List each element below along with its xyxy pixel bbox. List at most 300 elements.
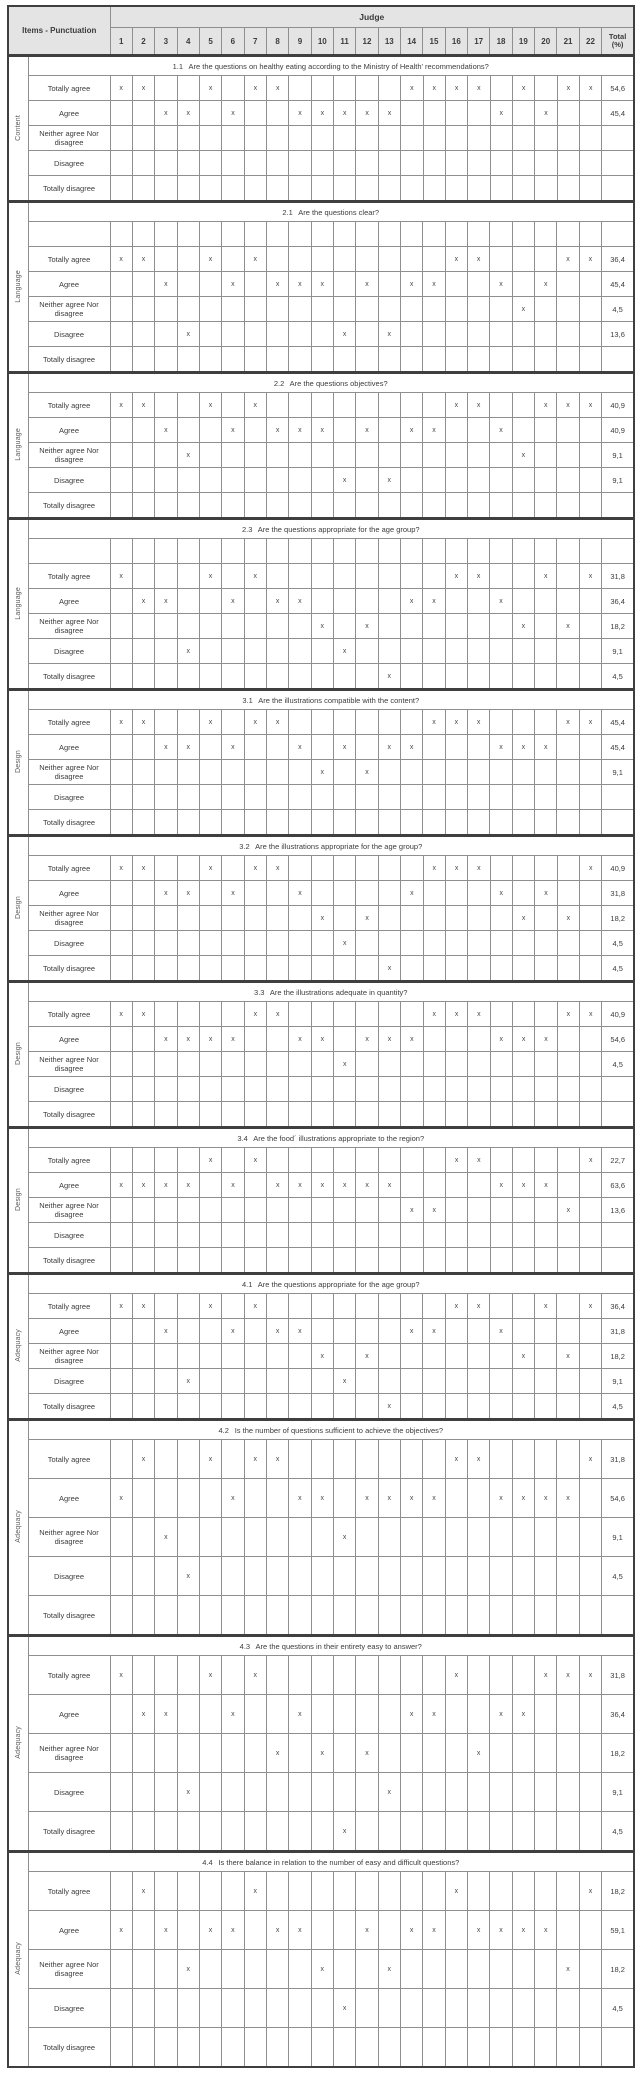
mark-cell-judge-5: x xyxy=(199,710,221,735)
mark-cell-judge-20 xyxy=(535,1198,557,1223)
answer-row xyxy=(8,1027,634,1052)
mark-cell-judge-19 xyxy=(512,881,534,906)
mark-cell-judge-20 xyxy=(535,1557,557,1596)
mark-cell-judge-21 xyxy=(557,126,579,151)
mark-cell-judge-13: x xyxy=(378,101,400,126)
mark-cell-judge-12 xyxy=(356,589,378,614)
mark-cell-judge-17 xyxy=(468,1479,490,1518)
mark-cell-judge-5 xyxy=(199,272,221,297)
mark-cell-judge-10 xyxy=(311,1223,333,1248)
mark-cell-judge-17 xyxy=(468,1518,490,1557)
mark-cell-judge-6 xyxy=(222,1950,244,1989)
mark-cell-judge-4 xyxy=(177,1344,199,1369)
mark-cell-judge-19 xyxy=(512,151,534,176)
mark-cell-judge-11 xyxy=(334,76,356,101)
mark-cell-judge-13: x xyxy=(378,664,400,690)
mark-cell-judge-20: x xyxy=(535,735,557,760)
answer-label: Totally agree xyxy=(28,393,110,418)
mark-cell-judge-13 xyxy=(378,1102,400,1128)
mark-cell-judge-6 xyxy=(222,1989,244,2028)
mark-cell-judge-15 xyxy=(423,493,445,519)
mark-cell-judge-7 xyxy=(244,222,266,247)
mark-cell-judge-20 xyxy=(535,1440,557,1479)
total-cell xyxy=(602,493,634,519)
category-label-text: Content xyxy=(14,114,22,141)
mark-cell-judge-9 xyxy=(289,1369,311,1394)
mark-cell-judge-11 xyxy=(333,222,355,247)
mark-cell-judge-20 xyxy=(535,347,557,373)
mark-cell-judge-3 xyxy=(155,176,177,202)
answer-label: Totally disagree xyxy=(28,810,110,836)
mark-cell-judge-22 xyxy=(579,760,602,785)
mark-cell-judge-2: x xyxy=(132,1173,154,1198)
mark-cell-judge-7: x xyxy=(244,1440,266,1479)
mark-cell-judge-15 xyxy=(423,1077,445,1102)
mark-cell-judge-3: x xyxy=(155,1911,177,1950)
mark-cell-judge-14 xyxy=(401,1248,423,1274)
mark-cell-judge-22: x xyxy=(580,76,602,101)
mark-cell-judge-5: x xyxy=(199,76,221,101)
mark-cell-judge-5 xyxy=(199,1077,221,1102)
mark-cell-judge-13: x xyxy=(378,1479,400,1518)
mark-cell-judge-21 xyxy=(557,1173,579,1198)
mark-cell-judge-22 xyxy=(579,735,602,760)
section-4.3 xyxy=(7,1635,635,1852)
mark-cell-judge-1: x xyxy=(110,856,132,881)
total-cell xyxy=(602,1248,634,1274)
answer-label: Totally disagree xyxy=(28,1248,110,1274)
mark-cell-judge-7 xyxy=(244,639,266,664)
total-cell: 18,2 xyxy=(602,1734,634,1773)
mark-cell-judge-7 xyxy=(244,956,266,982)
total-cell: 18,2 xyxy=(602,614,634,639)
mark-cell-judge-8: x xyxy=(267,856,289,881)
mark-cell-judge-5 xyxy=(199,664,221,690)
mark-cell-judge-1 xyxy=(110,539,132,564)
mark-cell-judge-16 xyxy=(445,1989,467,2028)
mark-cell-judge-3 xyxy=(155,76,177,101)
mark-cell-judge-11 xyxy=(333,1319,355,1344)
mark-cell-judge-4 xyxy=(177,1479,199,1518)
mark-cell-judge-22 xyxy=(579,418,602,443)
mark-cell-judge-10 xyxy=(311,1319,333,1344)
mark-cell-judge-8 xyxy=(267,126,289,151)
mark-cell-judge-9 xyxy=(289,1248,311,1274)
total-cell: 4,5 xyxy=(602,1394,634,1420)
mark-cell-judge-5 xyxy=(199,222,221,247)
mark-cell-judge-4: x xyxy=(177,735,199,760)
mark-cell-judge-4 xyxy=(177,931,199,956)
mark-cell-judge-11 xyxy=(333,1557,355,1596)
mark-cell-judge-20 xyxy=(535,1989,557,2028)
mark-cell-judge-8 xyxy=(267,931,289,956)
mark-cell-judge-5: x xyxy=(199,1656,221,1695)
mark-cell-judge-21 xyxy=(557,1557,579,1596)
mark-cell-judge-6 xyxy=(222,1344,244,1369)
category-label xyxy=(8,982,28,1127)
mark-cell-judge-12 xyxy=(356,1695,378,1734)
mark-cell-judge-7 xyxy=(244,1344,266,1369)
mark-cell-judge-13 xyxy=(378,1518,400,1557)
mark-cell-judge-20 xyxy=(535,1773,557,1812)
mark-cell-judge-13 xyxy=(378,76,400,101)
section-3.2 xyxy=(7,835,635,982)
mark-cell-judge-22 xyxy=(580,176,602,202)
mark-cell-judge-7 xyxy=(244,1596,266,1636)
mark-cell-judge-10: x xyxy=(311,1479,333,1518)
mark-cell-judge-13 xyxy=(378,1319,400,1344)
mark-cell-judge-9 xyxy=(289,151,311,176)
mark-cell-judge-19: x xyxy=(512,76,534,101)
mark-cell-judge-17 xyxy=(468,1557,490,1596)
mark-cell-judge-20 xyxy=(535,1950,557,1989)
mark-cell-judge-15: x xyxy=(423,856,445,881)
mark-cell-judge-5 xyxy=(199,493,221,519)
mark-cell-judge-18: x xyxy=(490,1695,512,1734)
category-label xyxy=(8,202,28,372)
mark-cell-judge-1 xyxy=(110,1440,132,1479)
mark-cell-judge-12: x xyxy=(356,760,378,785)
mark-cell-judge-10 xyxy=(311,1911,333,1950)
mark-cell-judge-11 xyxy=(333,272,355,297)
mark-cell-judge-3 xyxy=(155,1656,177,1695)
mark-cell-judge-3 xyxy=(155,1812,177,1852)
mark-cell-judge-19 xyxy=(512,1002,534,1027)
mark-cell-judge-8 xyxy=(266,297,288,322)
mark-cell-judge-21 xyxy=(557,493,579,519)
mark-cell-judge-14 xyxy=(400,1557,422,1596)
mark-cell-judge-1 xyxy=(110,1077,132,1102)
mark-cell-judge-19 xyxy=(512,393,534,418)
mark-cell-judge-1 xyxy=(110,1223,132,1248)
mark-cell-judge-4: x xyxy=(177,881,199,906)
mark-cell-judge-12 xyxy=(356,539,378,564)
mark-cell-judge-8 xyxy=(266,468,288,493)
mark-cell-judge-22: x xyxy=(580,1148,602,1173)
category-label xyxy=(8,1128,28,1273)
mark-cell-judge-8 xyxy=(266,639,288,664)
mark-cell-judge-8 xyxy=(267,1052,289,1077)
mark-cell-judge-6 xyxy=(222,810,244,836)
mark-cell-judge-3 xyxy=(155,1734,177,1773)
mark-cell-judge-4 xyxy=(177,1077,199,1102)
mark-cell-judge-20 xyxy=(535,1052,557,1077)
mark-cell-judge-11 xyxy=(333,1344,355,1369)
mark-cell-judge-14 xyxy=(400,393,422,418)
mark-cell-judge-15 xyxy=(423,1773,445,1812)
mark-cell-judge-16 xyxy=(445,1518,467,1557)
mark-cell-judge-6: x xyxy=(222,272,244,297)
mark-cell-judge-12 xyxy=(356,126,378,151)
judge-column-header: 9 xyxy=(289,28,311,56)
answer-row xyxy=(8,443,634,468)
mark-cell-judge-8 xyxy=(267,1148,289,1173)
mark-cell-judge-20 xyxy=(535,151,557,176)
mark-cell-judge-2 xyxy=(132,1911,154,1950)
mark-cell-judge-21 xyxy=(557,347,579,373)
mark-cell-judge-9 xyxy=(289,1734,311,1773)
mark-cell-judge-17 xyxy=(468,1027,490,1052)
mark-cell-judge-20 xyxy=(535,247,557,272)
mark-cell-judge-21 xyxy=(557,1027,579,1052)
mark-cell-judge-8 xyxy=(266,247,288,272)
mark-cell-judge-7 xyxy=(244,735,266,760)
mark-cell-judge-10 xyxy=(311,493,333,519)
mark-cell-judge-6 xyxy=(222,393,244,418)
question-text: 2.1 Are the questions clear? xyxy=(28,202,634,222)
mark-cell-judge-13 xyxy=(378,2028,400,2068)
mark-cell-judge-21 xyxy=(557,735,579,760)
mark-cell-judge-21 xyxy=(557,1695,579,1734)
mark-cell-judge-3 xyxy=(155,347,177,373)
mark-cell-judge-7 xyxy=(244,1911,266,1950)
mark-cell-judge-18 xyxy=(490,856,512,881)
mark-cell-judge-16 xyxy=(445,1344,467,1369)
mark-cell-judge-8 xyxy=(266,735,288,760)
question-text: 3.2 Are the illustrations appropriate for the age group? xyxy=(28,836,634,856)
mark-cell-judge-15 xyxy=(423,931,445,956)
mark-cell-judge-2 xyxy=(132,760,154,785)
mark-cell-judge-21 xyxy=(557,639,579,664)
answer-row xyxy=(8,710,634,735)
mark-cell-judge-20 xyxy=(535,931,557,956)
mark-cell-judge-16 xyxy=(445,1773,467,1812)
mark-cell-judge-22 xyxy=(579,272,601,297)
mark-cell-judge-2 xyxy=(132,1077,154,1102)
mark-cell-judge-14: x xyxy=(400,1479,422,1518)
mark-cell-judge-14: x xyxy=(400,1695,422,1734)
mark-cell-judge-9 xyxy=(289,126,311,151)
answer-row xyxy=(8,1369,634,1394)
mark-cell-judge-19 xyxy=(512,418,534,443)
mark-cell-judge-19 xyxy=(512,1369,534,1394)
mark-cell-judge-18 xyxy=(490,443,512,468)
mark-cell-judge-10 xyxy=(311,785,333,810)
mark-cell-judge-7: x xyxy=(244,1294,266,1319)
mark-cell-judge-12 xyxy=(356,1773,378,1812)
mark-cell-judge-17 xyxy=(468,614,490,639)
mark-cell-judge-14 xyxy=(401,1052,423,1077)
mark-cell-judge-3 xyxy=(155,956,177,982)
mark-cell-judge-7: x xyxy=(244,1002,266,1027)
mark-cell-judge-19 xyxy=(512,1198,534,1223)
mark-cell-judge-21 xyxy=(557,322,579,347)
mark-cell-judge-18 xyxy=(490,956,512,982)
mark-cell-judge-22: x xyxy=(580,856,602,881)
answer-label: Totally agree xyxy=(28,856,110,881)
mark-cell-judge-13 xyxy=(378,1052,400,1077)
mark-cell-judge-14 xyxy=(400,564,422,589)
mark-cell-judge-10 xyxy=(311,1773,333,1812)
mark-cell-judge-8 xyxy=(266,1344,288,1369)
question-text: 3.3 Are the illustrations adequate in quantity? xyxy=(28,982,634,1002)
mark-cell-judge-14: x xyxy=(401,76,423,101)
answer-label: Disagree xyxy=(28,151,110,176)
mark-cell-judge-17 xyxy=(468,493,490,519)
mark-cell-judge-11 xyxy=(333,664,355,690)
mark-cell-judge-1 xyxy=(110,1950,132,1989)
mark-cell-judge-6 xyxy=(222,151,244,176)
mark-cell-judge-1: x xyxy=(110,247,132,272)
mark-cell-judge-14 xyxy=(400,1989,422,2028)
answer-label: Neither agree Nor disagree xyxy=(28,1518,110,1557)
mark-cell-judge-3 xyxy=(155,639,177,664)
mark-cell-judge-11: x xyxy=(334,1052,356,1077)
mark-cell-judge-13: x xyxy=(378,956,400,982)
mark-cell-judge-9 xyxy=(289,493,311,519)
mark-cell-judge-2 xyxy=(132,1596,154,1636)
total-cell: 31,8 xyxy=(602,881,634,906)
mark-cell-judge-22 xyxy=(579,1344,602,1369)
mark-cell-judge-10 xyxy=(311,176,333,202)
mark-cell-judge-19 xyxy=(512,468,534,493)
question-row xyxy=(8,836,634,856)
total-cell: 45,4 xyxy=(602,272,634,297)
mark-cell-judge-13 xyxy=(378,564,400,589)
mark-cell-judge-14: x xyxy=(400,735,422,760)
answer-label: Totally disagree xyxy=(28,1596,110,1636)
mark-cell-judge-11 xyxy=(333,760,355,785)
mark-cell-judge-14 xyxy=(400,1369,422,1394)
mark-cell-judge-14: x xyxy=(400,1319,422,1344)
mark-cell-judge-10 xyxy=(311,664,333,690)
mark-cell-judge-6 xyxy=(222,956,244,982)
mark-cell-judge-9: x xyxy=(289,1319,311,1344)
mark-cell-judge-1 xyxy=(110,1248,132,1274)
mark-cell-judge-3 xyxy=(155,760,177,785)
mark-cell-judge-15 xyxy=(423,247,445,272)
mark-cell-judge-16 xyxy=(445,151,467,176)
mark-cell-judge-18 xyxy=(490,1052,512,1077)
mark-cell-judge-2 xyxy=(132,539,154,564)
mark-cell-judge-10 xyxy=(311,1656,333,1695)
mark-cell-judge-19: x xyxy=(512,614,534,639)
mark-cell-judge-3 xyxy=(155,297,177,322)
mark-cell-judge-13 xyxy=(378,176,400,202)
answer-row xyxy=(8,322,634,347)
mark-cell-judge-22 xyxy=(579,322,601,347)
mark-cell-judge-17 xyxy=(468,956,490,982)
mark-cell-judge-5 xyxy=(199,347,221,373)
mark-cell-judge-13 xyxy=(378,126,400,151)
mark-cell-judge-7 xyxy=(244,1812,266,1852)
mark-cell-judge-2 xyxy=(132,1734,154,1773)
answer-row xyxy=(8,956,634,982)
mark-cell-judge-13: x xyxy=(378,1773,400,1812)
section-4.4 xyxy=(7,1851,635,2068)
answer-row xyxy=(8,1248,634,1274)
mark-cell-judge-14 xyxy=(401,956,423,982)
mark-cell-judge-15 xyxy=(423,443,445,468)
mark-cell-judge-18: x xyxy=(490,272,512,297)
mark-cell-judge-4 xyxy=(177,1656,199,1695)
mark-cell-judge-4 xyxy=(177,564,199,589)
mark-cell-judge-6 xyxy=(222,710,244,735)
category-label xyxy=(8,1852,28,2067)
mark-cell-judge-11: x xyxy=(334,931,356,956)
mark-cell-judge-2 xyxy=(132,1027,154,1052)
mark-cell-judge-13: x xyxy=(378,1394,400,1420)
mark-cell-judge-19 xyxy=(512,1148,534,1173)
mark-cell-judge-5 xyxy=(199,639,221,664)
category-label-text: Adequacy xyxy=(14,1726,22,1759)
mark-cell-judge-4 xyxy=(177,468,199,493)
mark-cell-judge-2: x xyxy=(132,247,154,272)
mark-cell-judge-20 xyxy=(535,1002,557,1027)
mark-cell-judge-9: x xyxy=(289,1911,311,1950)
mark-cell-judge-12: x xyxy=(356,1173,378,1198)
mark-cell-judge-17 xyxy=(468,101,490,126)
mark-cell-judge-13 xyxy=(378,1872,400,1911)
mark-cell-judge-12 xyxy=(356,76,378,101)
mark-cell-judge-17: x xyxy=(468,856,490,881)
mark-cell-judge-12 xyxy=(356,1872,378,1911)
mark-cell-judge-15 xyxy=(423,1223,445,1248)
mark-cell-judge-16 xyxy=(445,1248,467,1274)
mark-cell-judge-15 xyxy=(423,1518,445,1557)
mark-cell-judge-13 xyxy=(378,493,400,519)
mark-cell-judge-12: x xyxy=(356,1734,378,1773)
mark-cell-judge-1 xyxy=(110,589,132,614)
mark-cell-judge-21 xyxy=(557,176,579,202)
mark-cell-judge-3 xyxy=(155,1773,177,1812)
mark-cell-judge-9 xyxy=(289,810,311,836)
mark-cell-judge-16 xyxy=(445,906,467,931)
mark-cell-judge-10 xyxy=(311,1198,333,1223)
mark-cell-judge-21 xyxy=(557,2028,579,2068)
mark-cell-judge-9 xyxy=(289,76,311,101)
mark-cell-judge-1 xyxy=(110,810,132,836)
mark-cell-judge-4: x xyxy=(177,443,199,468)
mark-cell-judge-20 xyxy=(535,1734,557,1773)
mark-cell-judge-6 xyxy=(222,176,244,202)
mark-cell-judge-4: x xyxy=(177,322,199,347)
mark-cell-judge-15 xyxy=(423,1173,445,1198)
mark-cell-judge-14 xyxy=(400,760,422,785)
mark-cell-judge-13 xyxy=(378,247,400,272)
total-cell: 18,2 xyxy=(602,1344,634,1369)
mark-cell-judge-7: x xyxy=(244,710,266,735)
mark-cell-judge-9 xyxy=(289,664,311,690)
mark-cell-judge-4: x xyxy=(177,1027,199,1052)
mark-cell-judge-18 xyxy=(490,1344,512,1369)
mark-cell-judge-18 xyxy=(490,1656,512,1695)
mark-cell-judge-8 xyxy=(266,1950,288,1989)
mark-cell-judge-10 xyxy=(311,1052,333,1077)
mark-cell-judge-20 xyxy=(535,1223,557,1248)
mark-cell-judge-17 xyxy=(468,881,490,906)
question-text: 4.2 Is the number of questions sufficient to achieve the objectives? xyxy=(28,1420,634,1440)
answer-label: Agree xyxy=(28,1319,110,1344)
answer-label: Agree xyxy=(28,418,110,443)
mark-cell-judge-5: x xyxy=(199,1027,221,1052)
answer-row xyxy=(8,1989,634,2028)
mark-cell-judge-22 xyxy=(580,126,602,151)
mark-cell-judge-8 xyxy=(266,760,288,785)
mark-cell-judge-7: x xyxy=(244,564,266,589)
mark-cell-judge-1: x xyxy=(110,1294,132,1319)
mark-cell-judge-3 xyxy=(155,710,177,735)
mark-cell-judge-20 xyxy=(535,1248,557,1274)
mark-cell-judge-13: x xyxy=(378,468,400,493)
mark-cell-judge-21 xyxy=(557,1077,579,1102)
mark-cell-judge-19: x xyxy=(512,1695,534,1734)
answer-row xyxy=(8,1394,634,1420)
mark-cell-judge-18 xyxy=(490,664,512,690)
total-cell: 45,4 xyxy=(602,710,634,735)
total-cell: 9,1 xyxy=(602,639,634,664)
mark-cell-judge-18 xyxy=(490,1294,512,1319)
